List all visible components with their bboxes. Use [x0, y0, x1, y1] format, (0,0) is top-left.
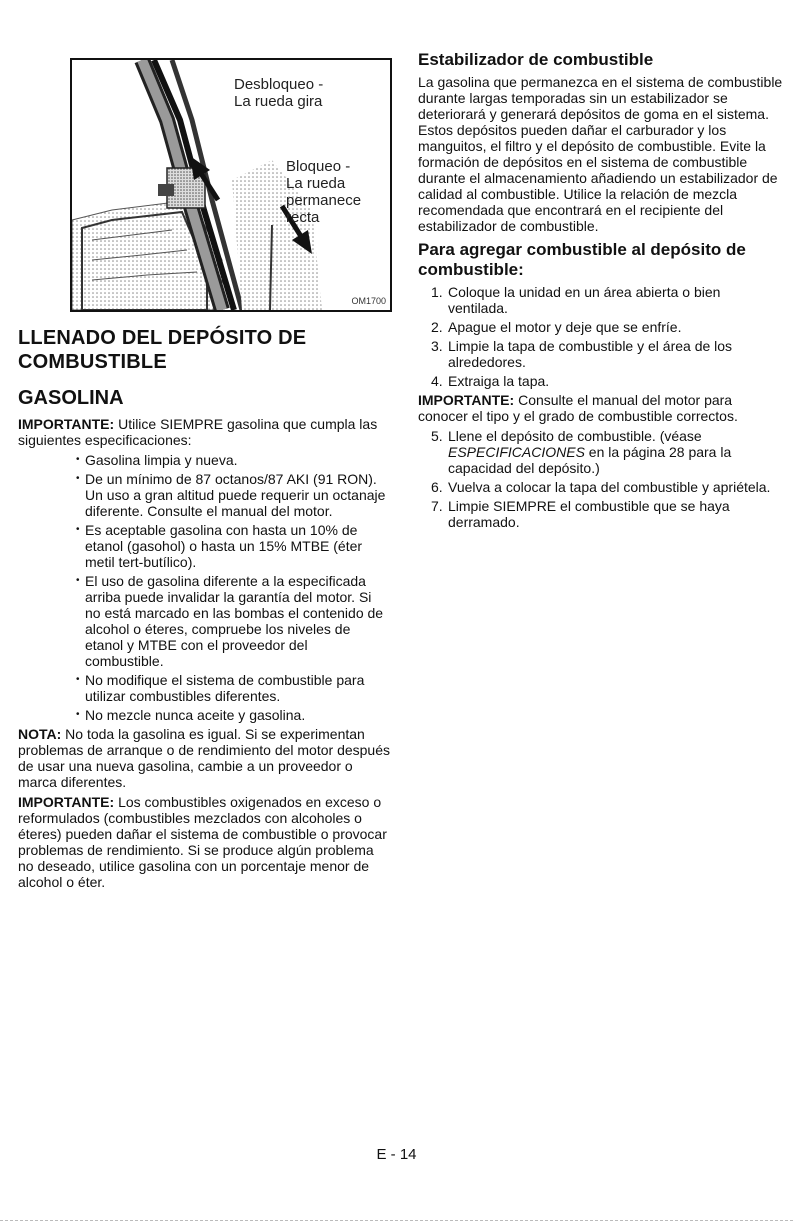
bullet-icon: •	[76, 709, 80, 720]
figure-code: OM1700	[351, 296, 386, 306]
add-fuel-steps	[418, 284, 783, 389]
step-text: Limpie SIEMPRE el combustible que se haya derramado.	[448, 498, 730, 530]
list-item	[18, 672, 390, 704]
wheel-lock-figure	[70, 58, 392, 312]
list-item	[418, 284, 783, 316]
gasoline-heading: GASOLINA	[18, 387, 124, 409]
stabilizer-paragraph: La gasolina que permanezca en el sistema de combustible durante largas temporadas sin un estabilizador se deteriorará y generará depósitos de goma en el sistema. Estos depósitos pueden dañar el carburador y los manguitos, el filtro y el depósito de combustible. Evite la formación de depósitos en el sistema de combustible durante el almacenamiento añadiendo un estabilizador de calidad al combustible. Utilice la relación de mezcla recomendada que encontrará en el recipiente del estabilizador de combustible.	[418, 74, 783, 234]
step-text: Coloque la unidad en un área abierta o bien ventilada.	[448, 284, 721, 316]
fuel-spec-list	[18, 452, 390, 723]
step-text-part: en la página 28 para la capacidad del depósito.)	[448, 444, 732, 476]
important-paragraph	[18, 416, 390, 448]
list-item-text: De un mínimo de 87 octanos/87 AKI (91 RON). Un uso a gran altitud puede requerir un octanaje diferente. Consulte el manual del motor.	[85, 471, 386, 519]
step-number: 2.	[431, 319, 443, 335]
page-bottom-rule	[0, 1220, 793, 1221]
list-item	[18, 452, 390, 468]
step-text: Vuelva a colocar la tapa del combustible y apriétela.	[448, 479, 771, 495]
section-title-line: LLENADO DEL DEPÓSITO DE	[18, 327, 307, 349]
step-text: Limpie la tapa de combustible y el área de los alrededores.	[448, 338, 733, 370]
page-number: E - 14	[376, 1146, 417, 1163]
list-item	[418, 319, 783, 335]
important-lead: IMPORTANTE:	[418, 392, 515, 408]
unlock-label-line: Desbloqueo -	[234, 76, 324, 93]
list-item	[18, 707, 390, 723]
list-item	[418, 479, 783, 495]
bullet-icon: •	[76, 454, 80, 465]
important-text: Consulte el manual del motor para conocer el tipo y el grado de combustible correctos.	[418, 392, 738, 424]
step-number: 1.	[431, 284, 443, 300]
step-number: 7.	[431, 498, 443, 514]
add-fuel-steps-continued	[418, 428, 783, 530]
bullet-icon: •	[76, 575, 80, 586]
list-item-text: Es aceptable gasolina con hasta un 10% de etanol (gasohol) o hasta un 15% MTBE (éter metil tert-butílico).	[85, 522, 363, 570]
left-column	[18, 58, 390, 894]
bullet-icon: •	[76, 473, 80, 484]
step-number: 3.	[431, 338, 443, 354]
list-item-text: El uso de gasolina diferente a la especificada arriba puede invalidar la garantía del motor. Si no está marcado en las bombas el contenido de alcohol o éteres, compruebe los niveles de etanol y MTBE con el proveedor del combustible.	[85, 573, 384, 669]
list-item	[18, 471, 390, 519]
lock-label-line: recta	[286, 209, 320, 226]
step-text: Apague el motor y deje que se enfríe.	[448, 319, 682, 335]
list-item	[18, 573, 390, 669]
step-text-part: Llene el depósito de combustible. (véase	[448, 428, 702, 444]
list-item-text: No modifique el sistema de combustible para utilizar combustibles diferentes.	[85, 672, 365, 704]
note-text: No toda la gasolina es igual. Si se experimentan problemas de arranque o de rendimiento del motor después de usar una nueva gasolina, cambie a un proveedor o marca diferentes.	[18, 726, 391, 790]
unlock-label	[234, 76, 323, 110]
bullet-icon: •	[76, 674, 80, 685]
important-text: Los combustibles oxigenados en exceso o reformulados (combustibles mezclados con alcoholes o éteres) pueden dañar el sistema de combustible o provocar problemas de rendimiento. Si se produce algún problema no deseado, utilice gasolina con un porcentaje menor de alcohol o éter.	[18, 794, 387, 890]
step-number: 5.	[431, 428, 443, 444]
lock-label-line: permanece	[286, 192, 362, 209]
list-item	[418, 498, 783, 530]
lock-label-line: Bloqueo -	[286, 158, 351, 175]
bullet-icon: •	[76, 524, 80, 535]
stabilizer-heading: Estabilizador de combustible	[418, 50, 654, 69]
right-column	[418, 50, 783, 533]
step-number: 6.	[431, 479, 443, 495]
important-lead: IMPORTANTE:	[18, 794, 115, 810]
step-number: 4.	[431, 373, 443, 389]
list-item	[418, 428, 783, 476]
list-item-text: No mezcle nunca aceite y gasolina.	[85, 707, 306, 723]
note-paragraph	[18, 726, 390, 790]
step-text: Extraiga la tapa.	[448, 373, 550, 389]
specifications-reference: ESPECIFICACIONES	[448, 444, 585, 460]
section-title-line: COMBUSTIBLE	[18, 351, 167, 373]
note-lead: NOTA:	[18, 726, 62, 742]
section-title	[18, 326, 390, 374]
important-lead: IMPORTANTE:	[18, 416, 115, 432]
important-paragraph-2	[18, 794, 390, 890]
unlock-label-line: La rueda gira	[234, 93, 323, 110]
important-paragraph-right	[418, 392, 783, 424]
important-text: Utilice SIEMPRE gasolina que cumpla las siguientes especificaciones:	[18, 416, 378, 448]
list-item	[18, 522, 390, 570]
list-item	[418, 338, 783, 370]
lock-label-line: La rueda	[286, 175, 346, 192]
list-item	[418, 373, 783, 389]
step-text	[448, 428, 731, 476]
list-item-text: Gasolina limpia y nueva.	[85, 452, 238, 468]
add-fuel-heading: Para agregar combustible al depósito de combustible:	[418, 240, 746, 279]
lock-label	[286, 158, 361, 226]
